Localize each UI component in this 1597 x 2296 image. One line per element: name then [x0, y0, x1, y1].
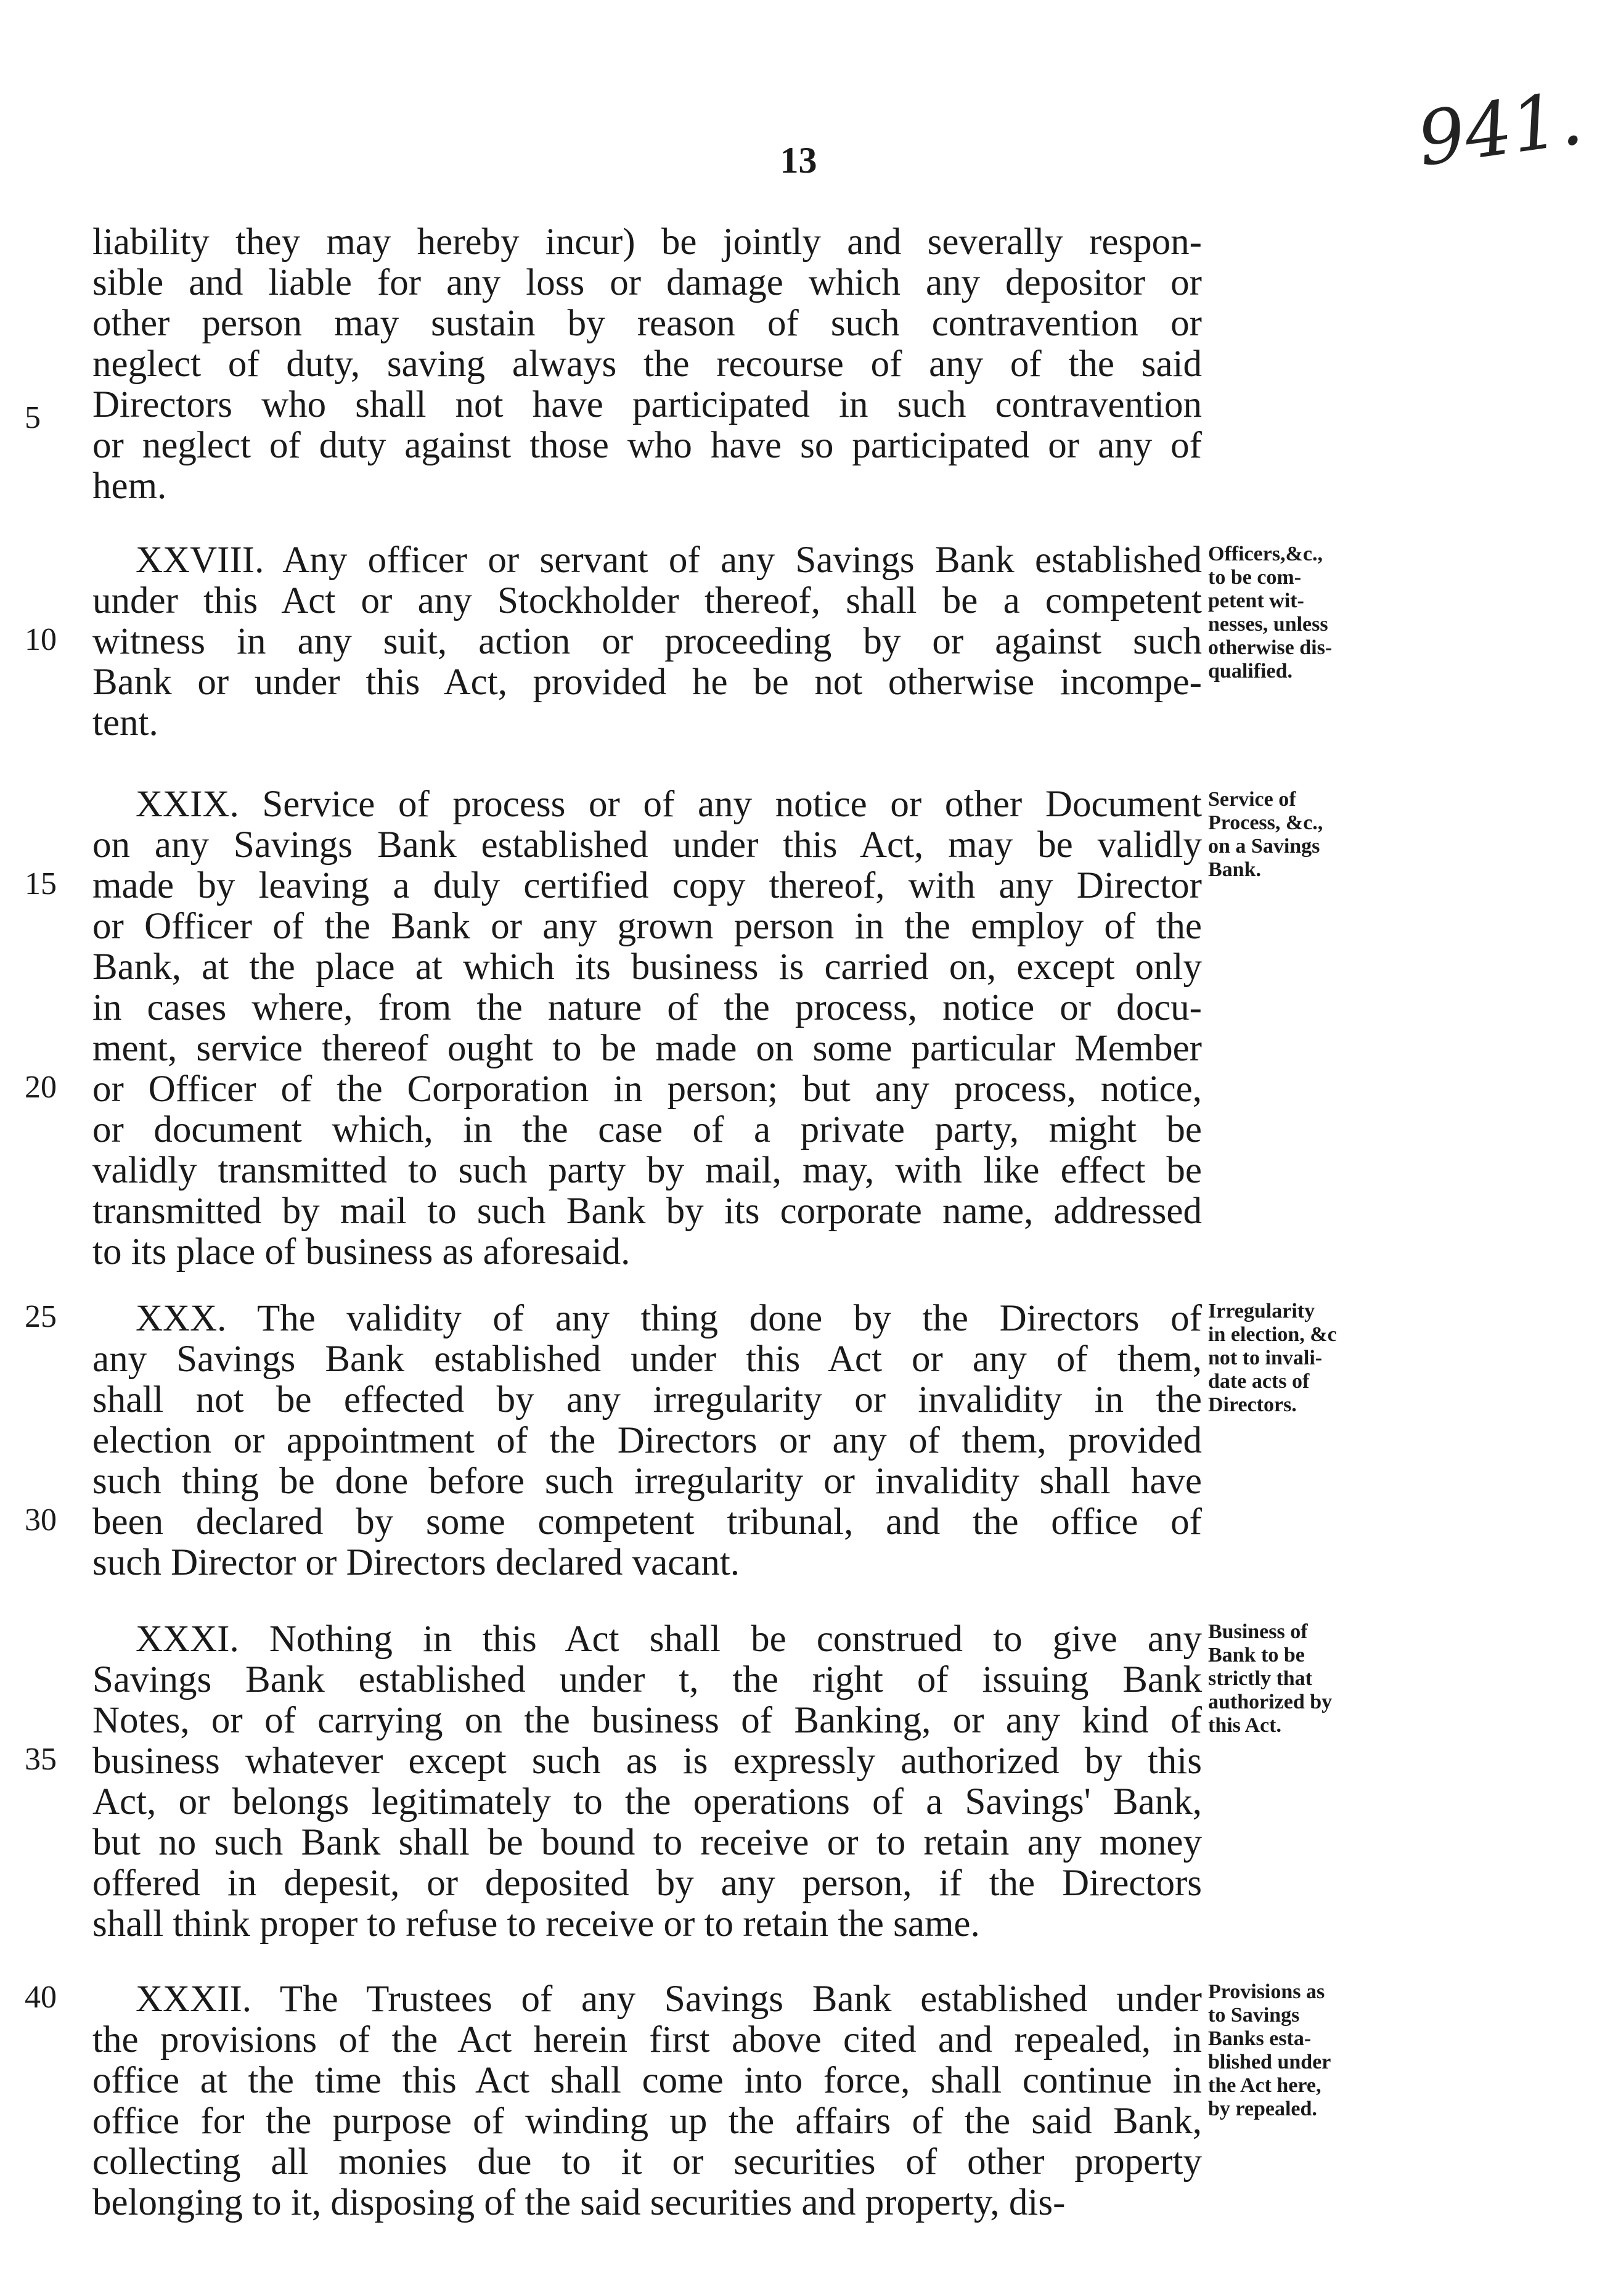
text-line: Savings Bank established under t, the right of issuing Bank [92, 1659, 1202, 1700]
text-line: to its place of business as aforesaid. [92, 1231, 631, 1273]
text-line: Bank, at the place at which its business is carried on, except only [92, 946, 1202, 988]
paragraph-xxviii [92, 540, 1202, 744]
text-line: XXVIII. Any officer or servant of any Savings Bank established [136, 539, 1202, 581]
margin-note-line: Directors. [1208, 1393, 1297, 1416]
margin-note-line: not to invali- [1208, 1347, 1323, 1369]
paragraph-xxix [92, 784, 1202, 1273]
line-number: 15 [25, 866, 57, 901]
text-line: transmitted by mail to such Bank by its corporate name, addressed [92, 1191, 1202, 1232]
text-line: office for the purpose of winding up the affairs of the said Bank, [92, 2101, 1202, 2142]
text-line: ment, service thereof ought to be made on some particular Member [92, 1028, 1202, 1069]
text-line: the provisions of the Act herein first above cited and repealed, in [92, 2019, 1202, 2060]
margin-note-line: Officers,&c., [1208, 543, 1323, 565]
text-line: validly transmitted to such party by mail, may, with like effect be [92, 1150, 1202, 1191]
text-line: shall not be effected by any irregularity or invalidity in the [92, 1379, 1202, 1421]
text-line: Act, or belongs legitimately to the operations of a Savings' Bank, [92, 1781, 1202, 1822]
text-line: or Officer of the Corporation in person; but any process, notice, [92, 1068, 1202, 1110]
text-line: XXXII. The Trustees of any Savings Bank established under [136, 1978, 1202, 2020]
line-number: 5 [25, 400, 41, 435]
margin-note-xxix [1208, 788, 1399, 882]
text-line: office at the time this Act shall come into force, shall continue in [92, 2060, 1202, 2101]
margin-note-xxxi [1208, 1620, 1399, 1737]
text-line: or document which, in the case of a private party, might be [92, 1109, 1202, 1150]
text-line: business whatever except such as is expressly authorized by this [92, 1740, 1202, 1782]
text-line: under this Act or any Stockholder thereof, shall be a competent [92, 580, 1202, 621]
line-number: 30 [25, 1503, 57, 1538]
paragraph-continuation [92, 222, 1202, 507]
text-line: offered in depesit, or deposited by any person, if the Directors [92, 1863, 1202, 1904]
margin-note-line: Bank. [1208, 858, 1261, 881]
text-line: on any Savings Bank established under this Act, may be validly [92, 824, 1202, 866]
text-line: belonging to it, disposing of the said securities and property, dis- [92, 2182, 1066, 2223]
margin-note-line: the Act here, [1208, 2074, 1321, 2097]
text-line: other person may sustain by reason of such contravention or [92, 303, 1202, 344]
text-line: been declared by some competent tribunal, and the office of [92, 1501, 1202, 1543]
margin-note-line: Banks esta- [1208, 2027, 1312, 2050]
line-number: 10 [25, 622, 57, 657]
handwritten-folio: 941. [1412, 75, 1588, 183]
text-line: Bank or under this Act, provided he be not otherwise incompe- [92, 662, 1202, 703]
margin-note-line: Irregularity [1208, 1300, 1315, 1322]
paragraph-xxxi [92, 1619, 1202, 1945]
line-number: 40 [25, 1980, 57, 2015]
margin-note-line: to Savings [1208, 2004, 1300, 2027]
page-number: 13 [780, 140, 817, 181]
margin-note-line: by repealed. [1208, 2097, 1317, 2120]
text-line: collecting all monies due to it or securities of other property [92, 2141, 1202, 2183]
line-number: 25 [25, 1299, 57, 1334]
line-number: 35 [25, 1742, 57, 1777]
text-line: XXIX. Service of process or of any notice or other Document [136, 784, 1202, 825]
margin-note-line: nesses, unless [1208, 613, 1328, 636]
margin-note-line: authorized by [1208, 1691, 1333, 1713]
text-line: but no such Bank shall be bound to receive or to retain any money [92, 1822, 1202, 1863]
margin-note-xxx [1208, 1300, 1399, 1417]
margin-note-line: in election, &c [1208, 1323, 1337, 1346]
margin-note-line: on a Savings [1208, 835, 1320, 858]
text-line: sible and liable for any loss or damage which any depositor or [92, 262, 1202, 303]
text-line: XXX. The validity of any thing done by the Directors of [136, 1298, 1202, 1339]
text-line: in cases where, from the nature of the process, notice or docu- [92, 987, 1202, 1028]
margin-note-xxviii [1208, 543, 1399, 683]
text-line: or neglect of duty against those who have so participated or any of [92, 425, 1202, 466]
margin-note-line: otherwise dis- [1208, 636, 1333, 659]
text-line: shall think proper to refuse to receive or to retain the same. [92, 1903, 980, 1945]
margin-note-line: this Act. [1208, 1714, 1281, 1737]
text-line: tent. [92, 702, 158, 744]
text-line: witness in any suit, action or proceeding by or against such [92, 621, 1202, 662]
margin-note-line: strictly that [1208, 1667, 1313, 1690]
margin-note-line: date acts of [1208, 1370, 1310, 1393]
margin-note-line: qualified. [1208, 660, 1293, 683]
text-line: Directors who shall not have participated in such contravention [92, 384, 1202, 425]
margin-note-line: to be com- [1208, 566, 1302, 589]
margin-note-line: Provisions as [1208, 1980, 1325, 2003]
paragraph-xxxii [92, 1979, 1202, 2223]
margin-note-line: petent wit- [1208, 589, 1304, 612]
text-line: election or appointment of the Directors or any of them, provided [92, 1420, 1202, 1461]
text-line: such Director or Directors declared vacant. [92, 1542, 740, 1583]
paragraph-xxx [92, 1298, 1202, 1583]
text-line: any Savings Bank established under this Act or any of them, [92, 1339, 1202, 1380]
text-line: neglect of duty, saving always the recourse of any of the said [92, 343, 1202, 385]
text-line: liability they may hereby incur) be jointly and severally respon- [92, 221, 1202, 263]
margin-note-xxxii [1208, 1980, 1399, 2121]
text-line: made by leaving a duly certified copy thereof, with any Director [92, 865, 1202, 906]
text-line: such thing be done before such irregularity or invalidity shall have [92, 1461, 1202, 1502]
text-line: or Officer of the Bank or any grown person in the employ of the [92, 906, 1202, 947]
margin-note-line: Service of [1208, 788, 1296, 811]
margin-note-line: blished under [1208, 2051, 1331, 2073]
line-number: 20 [25, 1070, 57, 1105]
margin-note-line: Business of [1208, 1620, 1308, 1643]
text-line: Notes, or of carrying on the business of Banking, or any kind of [92, 1700, 1202, 1741]
margin-note-line: Process, &c., [1208, 811, 1323, 834]
text-line: XXXI. Nothing in this Act shall be construed to give any [136, 1618, 1202, 1660]
margin-note-line: Bank to be [1208, 1644, 1305, 1667]
text-line: hem. [92, 465, 167, 507]
